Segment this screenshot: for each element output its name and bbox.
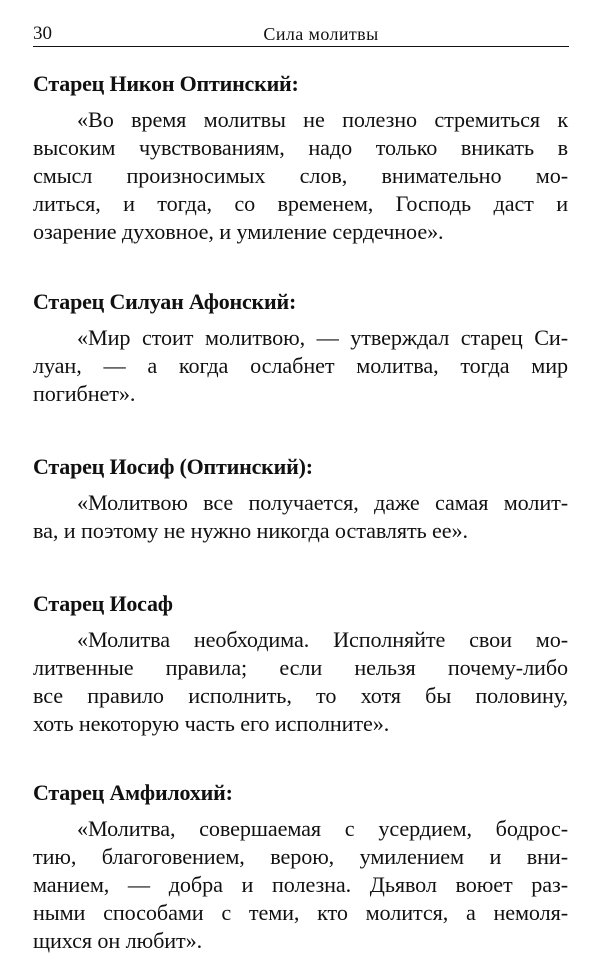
running-title: Сила молитвы: [263, 24, 379, 44]
entry-iosif-optinsky: [33, 453, 568, 545]
entry-iosaf: [33, 590, 568, 738]
entry-quote: [33, 324, 568, 408]
quote-line: все правило исполнить, то хотя бы половину,: [33, 683, 568, 708]
entry-quote: [33, 815, 568, 955]
quote-line: щихся он любит».: [33, 928, 203, 953]
quote-line: «Во время молитвы не полезно стремиться к: [77, 107, 568, 132]
quote-line: ва, и поэтому не нужно никогда оставлять ее».: [33, 518, 468, 543]
entry-nikon-optinsky: [33, 70, 568, 246]
running-head: [33, 22, 569, 47]
entry-quote: [33, 626, 568, 738]
entry-quote: [33, 106, 568, 246]
quote-line: хоть некоторую часть его исполните».: [33, 711, 390, 736]
quote-line: литвенные правила; если нельзя почему-либо: [33, 655, 568, 680]
quote-line: погибнет».: [33, 381, 136, 406]
quote-line: высоким чувствованиям, надо только вникать в: [33, 135, 568, 160]
entry-heading: Старец Никон Оптинский:: [33, 71, 299, 96]
page-number: 30: [33, 23, 52, 44]
entry-heading: Старец Силуан Афонский:: [33, 289, 297, 314]
quote-line: «Молитва необходима. Исполняйте свои мо-: [77, 627, 568, 652]
entry-siluan-afonsky: [33, 288, 568, 408]
quote-line: «Молитвою все получается, даже самая молит-: [77, 490, 568, 515]
entry-quote: [33, 489, 568, 545]
quote-line: смысл произносимых слов, внимательно мо-: [33, 163, 568, 188]
quote-line: ными способами с теми, кто молится, а немоля-: [33, 900, 568, 925]
entry-heading: Старец Иосиф (Оптинский):: [33, 454, 313, 479]
entry-amfilokhy: [33, 779, 568, 955]
quote-line: «Мир стоит молитвою, — утверждал старец Си-: [77, 325, 568, 350]
quote-line: литься, и тогда, со временем, Господь даст и: [33, 191, 568, 216]
quote-line: «Молитва, совершаемая с усердием, бодрос-: [77, 816, 568, 841]
entry-heading: Старец Иосаф: [33, 591, 173, 616]
quote-line: луан, — а когда ослабнет молитва, тогда мир: [33, 353, 568, 378]
quote-line: манием, — добра и полезна. Дьявол воюет раз-: [33, 872, 568, 897]
quote-line: тию, благоговением, верою, умилением и вни-: [33, 844, 568, 869]
entry-heading: Старец Амфилохий:: [33, 780, 233, 805]
quote-line: озарение духовное, и умиление сердечное».: [33, 219, 444, 244]
